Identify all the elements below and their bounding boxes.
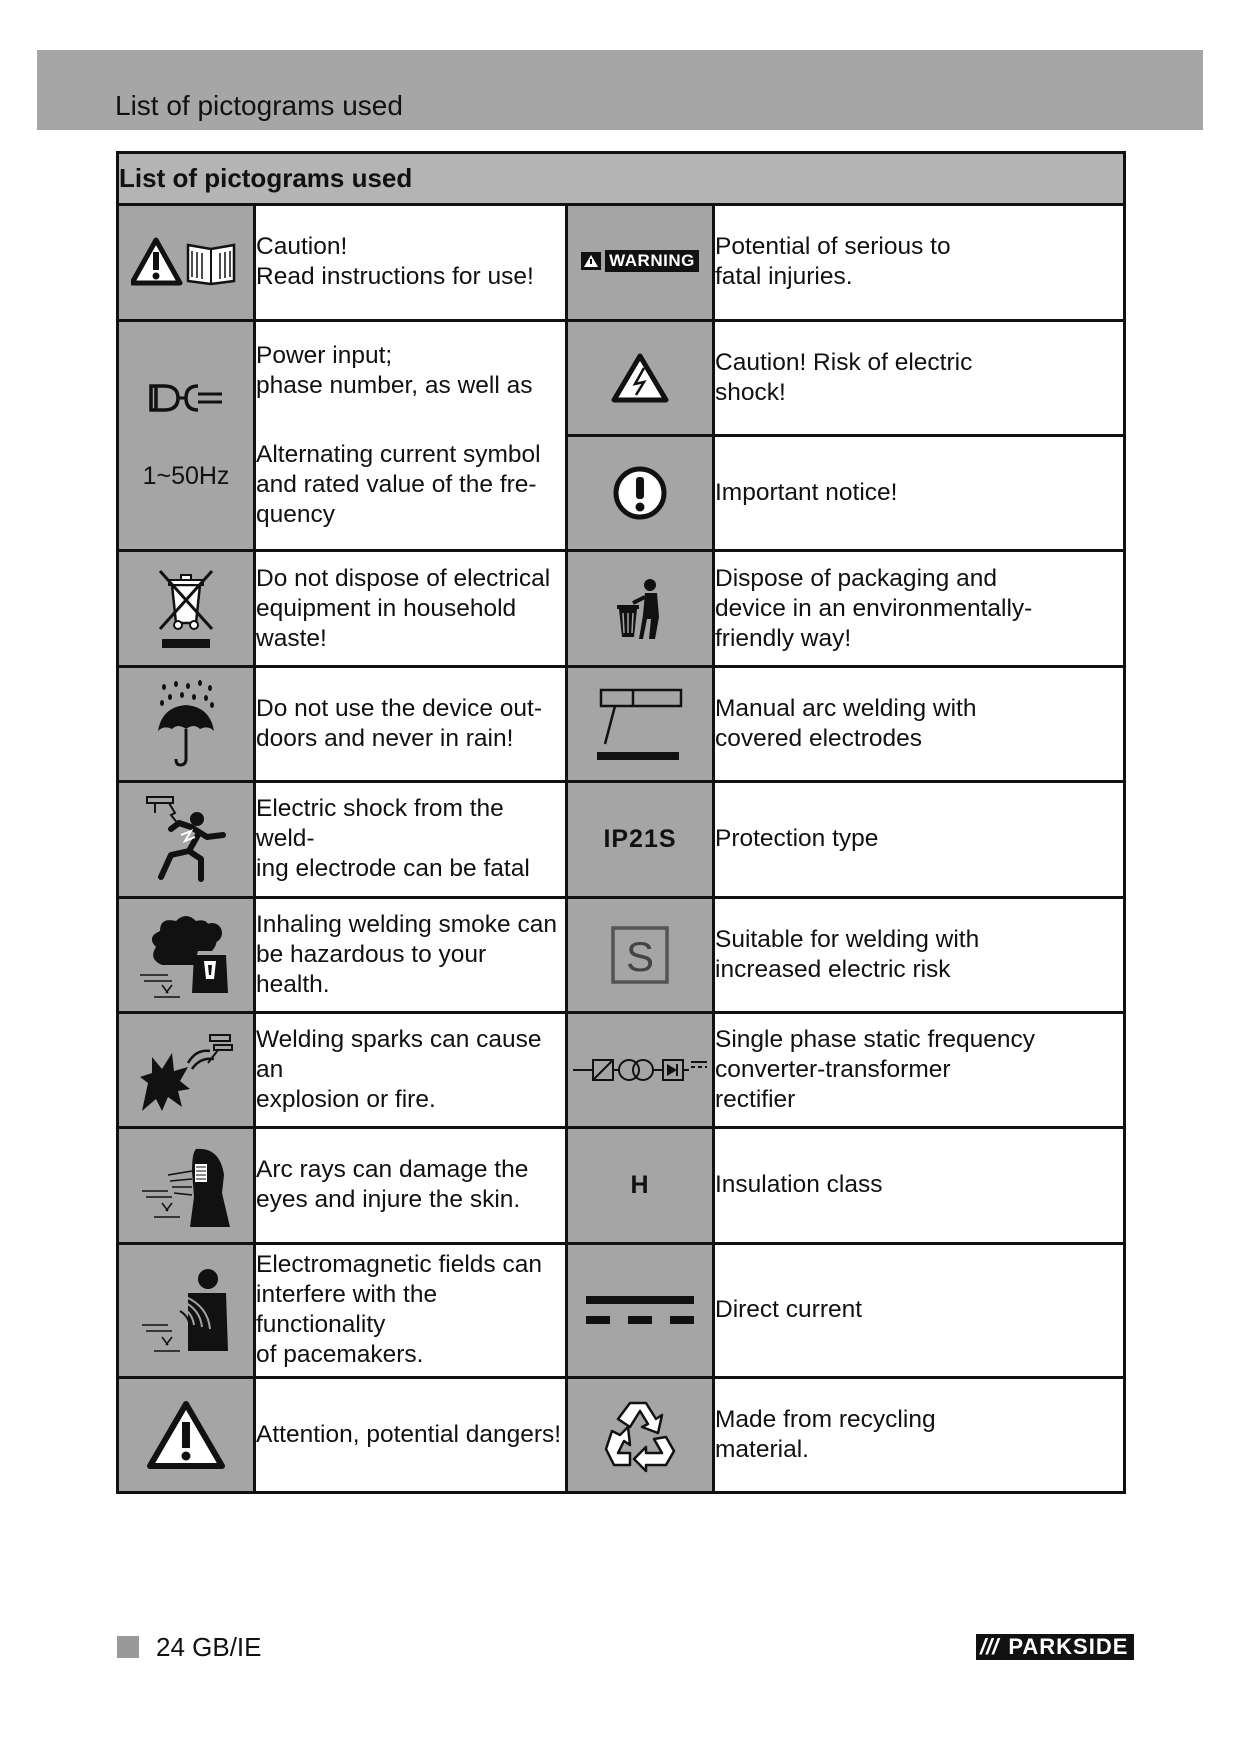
table-row [118, 1128, 1125, 1243]
caution-read-manual-icon [118, 205, 255, 320]
electromagnetic-field-icon [118, 1243, 255, 1377]
svg-text:S: S [625, 932, 655, 980]
s-symbol-icon [567, 897, 714, 1012]
welding-sparks-icon [118, 1012, 255, 1127]
row-text: Electromagnetic fields can interfere with the functionality of pacemakers. [256, 1251, 542, 1369]
row-text: Potential of serious to fatal injuries. [715, 233, 951, 291]
row-text: Electric shock from the weld- ing electrode can be fatal [256, 795, 530, 883]
table-row [118, 782, 1125, 897]
row-text: Insulation class [715, 1171, 883, 1199]
row-text: Power input; phase number, as well as [256, 342, 533, 400]
electric-shock-warning-icon [567, 320, 714, 435]
parkside-logo: /// PARKSIDE [976, 1634, 1134, 1660]
table-row [118, 1377, 1125, 1492]
row-text: Suitable for welding with increased electric risk [715, 925, 980, 983]
table-row [118, 666, 1125, 781]
row-text: Caution! Risk of electric shock! [715, 348, 973, 406]
warning-label-icon: WARNING [567, 205, 714, 320]
important-notice-icon [567, 436, 714, 551]
page-number: 24 GB/IE [156, 1632, 262, 1662]
row-text: Made from recycling material. [715, 1405, 936, 1463]
row-text: Dispose of packaging and device in an environmentally- friendly way! [715, 564, 1033, 652]
manual-arc-welding-icon [567, 666, 714, 781]
table-row [118, 897, 1125, 1012]
row-text: Arc rays can damage the eyes and injure the skin. [256, 1156, 529, 1214]
recycling-icon [567, 1377, 714, 1492]
row-text: Do not use the device out- doors and never in rain! [256, 694, 543, 752]
recycle-bin-person-icon [567, 551, 714, 666]
table-row [118, 551, 1125, 666]
power-input-icon [118, 320, 255, 551]
row-text: Important notice! [715, 479, 898, 507]
electrode-shock-icon [118, 782, 255, 897]
protection-type-code: IP21S [567, 782, 714, 897]
table-heading: List of pictograms used [118, 153, 1125, 205]
insulation-class-code: H [567, 1128, 714, 1243]
row-text: Direct current [715, 1296, 863, 1324]
row-text: Attention, potential dangers! [256, 1420, 562, 1448]
crossed-bin-icon [118, 551, 255, 666]
table-row [118, 320, 1125, 435]
table-row [118, 1243, 1125, 1377]
row-text: Welding sparks can cause an explosion or fire. [256, 1026, 542, 1114]
row-text: Protection type [715, 825, 879, 853]
umbrella-rain-icon [118, 666, 255, 781]
row-text: Do not dispose of electrical equipment in household waste! [256, 564, 551, 652]
direct-current-icon [567, 1243, 714, 1377]
row-text: Caution! Read instructions for use! [256, 233, 534, 291]
converter-transformer-icon [567, 1012, 714, 1127]
welding-smoke-icon [118, 897, 255, 1012]
row-text: Inhaling welding smoke can be hazardous to your health. [256, 910, 557, 998]
arc-rays-icon [118, 1128, 255, 1243]
row-text: Single phase static frequency converter-transformer rectifier [715, 1026, 1036, 1114]
table-row [118, 1012, 1125, 1127]
row-text: Manual arc welding with covered electrodes [715, 694, 977, 752]
page-title: List of pictograms used [115, 90, 403, 121]
attention-triangle-icon [118, 1377, 255, 1492]
pictogram-table [116, 151, 1126, 1494]
footer-marker [117, 1636, 139, 1658]
table-row [118, 205, 1125, 320]
frequency-label: 1~50Hz [142, 462, 230, 490]
row-text: Alternating current symbol and rated value of the fre- quency [256, 440, 541, 528]
